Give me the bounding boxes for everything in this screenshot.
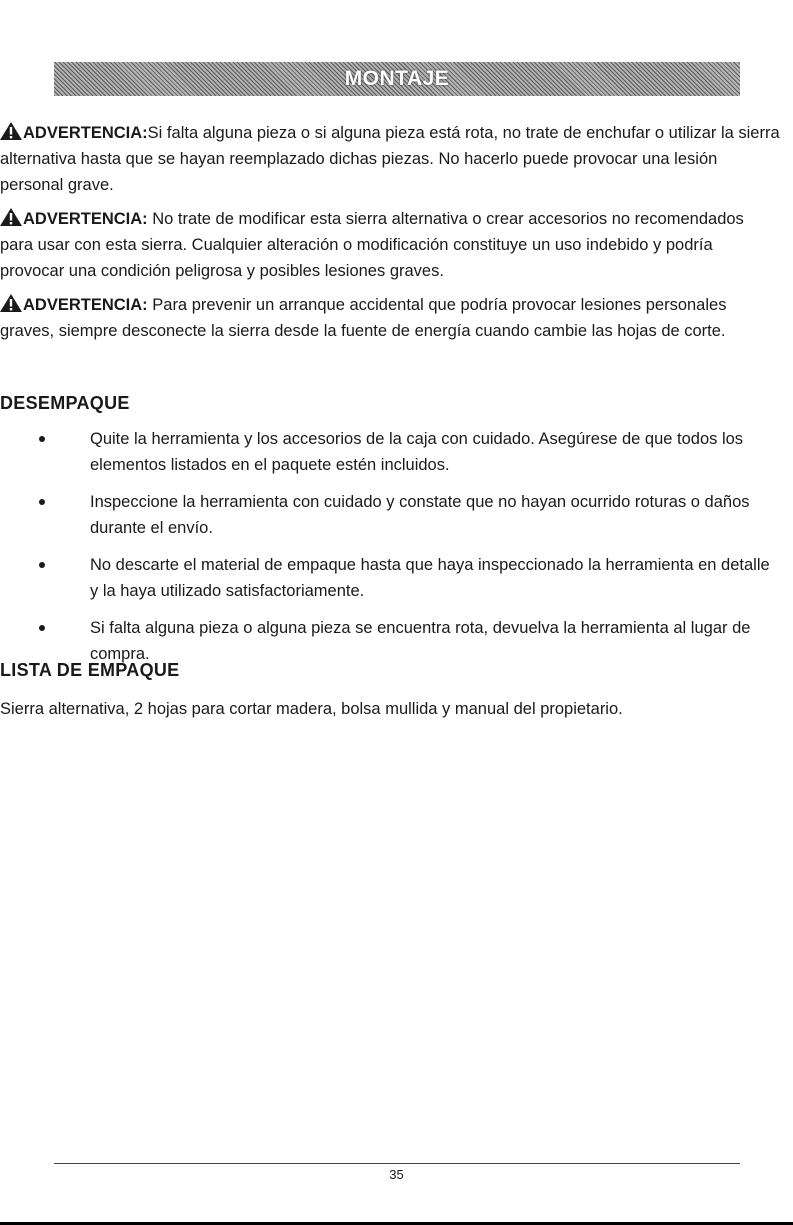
warning-triangle-icon — [0, 122, 22, 140]
section-banner — [54, 62, 740, 96]
warning-triangle-icon — [0, 208, 22, 226]
section-title: MONTAJE — [344, 67, 450, 90]
list-item-text: Quite la herramienta y los accesorios de la caja con cuidado. Asegúrese de que todos los elementos listados en el paquete estén incluidos. — [90, 430, 744, 474]
bullet-icon — [39, 625, 45, 631]
list-item-text: Si falta alguna pieza o alguna pieza se encuentra rota, devuelva la herramienta al lugar de compra. — [90, 619, 751, 663]
footer-divider — [54, 1163, 740, 1164]
unpacking-heading: DESEMPAQUE — [0, 393, 130, 413]
list-item-text: No descarte el material de empaque hasta que haya inspeccionado la herramienta en detalle y la haya utilizado satisfactoriamente. — [90, 556, 770, 600]
packing-list-text: Sierra alternativa, 2 hojas para cortar madera, bolsa mullida y manual del propietario. — [0, 700, 623, 718]
packing-list-heading: LISTA DE EMPAQUE — [0, 660, 180, 680]
warning-label: ADVERTENCIA: — [23, 296, 148, 314]
list-item — [0, 552, 780, 604]
unpacking-list — [0, 426, 780, 678]
warning-label: ADVERTENCIA: — [23, 210, 148, 228]
warning-triangle-icon — [0, 294, 22, 312]
list-item — [0, 489, 780, 541]
list-item — [0, 426, 780, 478]
bullet-icon — [39, 499, 45, 505]
warning-paragraph-3 — [0, 292, 780, 344]
warning-label: ADVERTENCIA: — [23, 124, 148, 142]
warning-paragraph-2 — [0, 206, 780, 284]
page-number: 35 — [389, 1167, 404, 1182]
warning-text: No trate de modificar esta sierra alternativa o crear accesorios no recomendados para usar con esta sierra. Cualquier alteración o modificación constituye un uso indebido y podría provocar una condición peligrosa y posibles lesiones graves. — [0, 210, 744, 280]
bullet-icon — [39, 562, 45, 568]
list-item-text: Inspeccione la herramienta con cuidado y constate que no hayan ocurrido roturas o daños durante el envío. — [90, 493, 750, 537]
warning-paragraph-1 — [0, 120, 780, 198]
bullet-icon — [39, 436, 45, 442]
warning-text: Si falta alguna pieza o si alguna pieza está rota, no trate de enchufar o utilizar la sierra alternativa hasta que se hayan reemplazado dichas piezas. No hacerlo puede provocar una lesión personal grave. — [0, 124, 780, 194]
warning-text: Para prevenir un arranque accidental que podría provocar lesiones personales graves, siempre desconecte la sierra desde la fuente de energía cuando cambie las hojas de corte. — [0, 296, 727, 340]
